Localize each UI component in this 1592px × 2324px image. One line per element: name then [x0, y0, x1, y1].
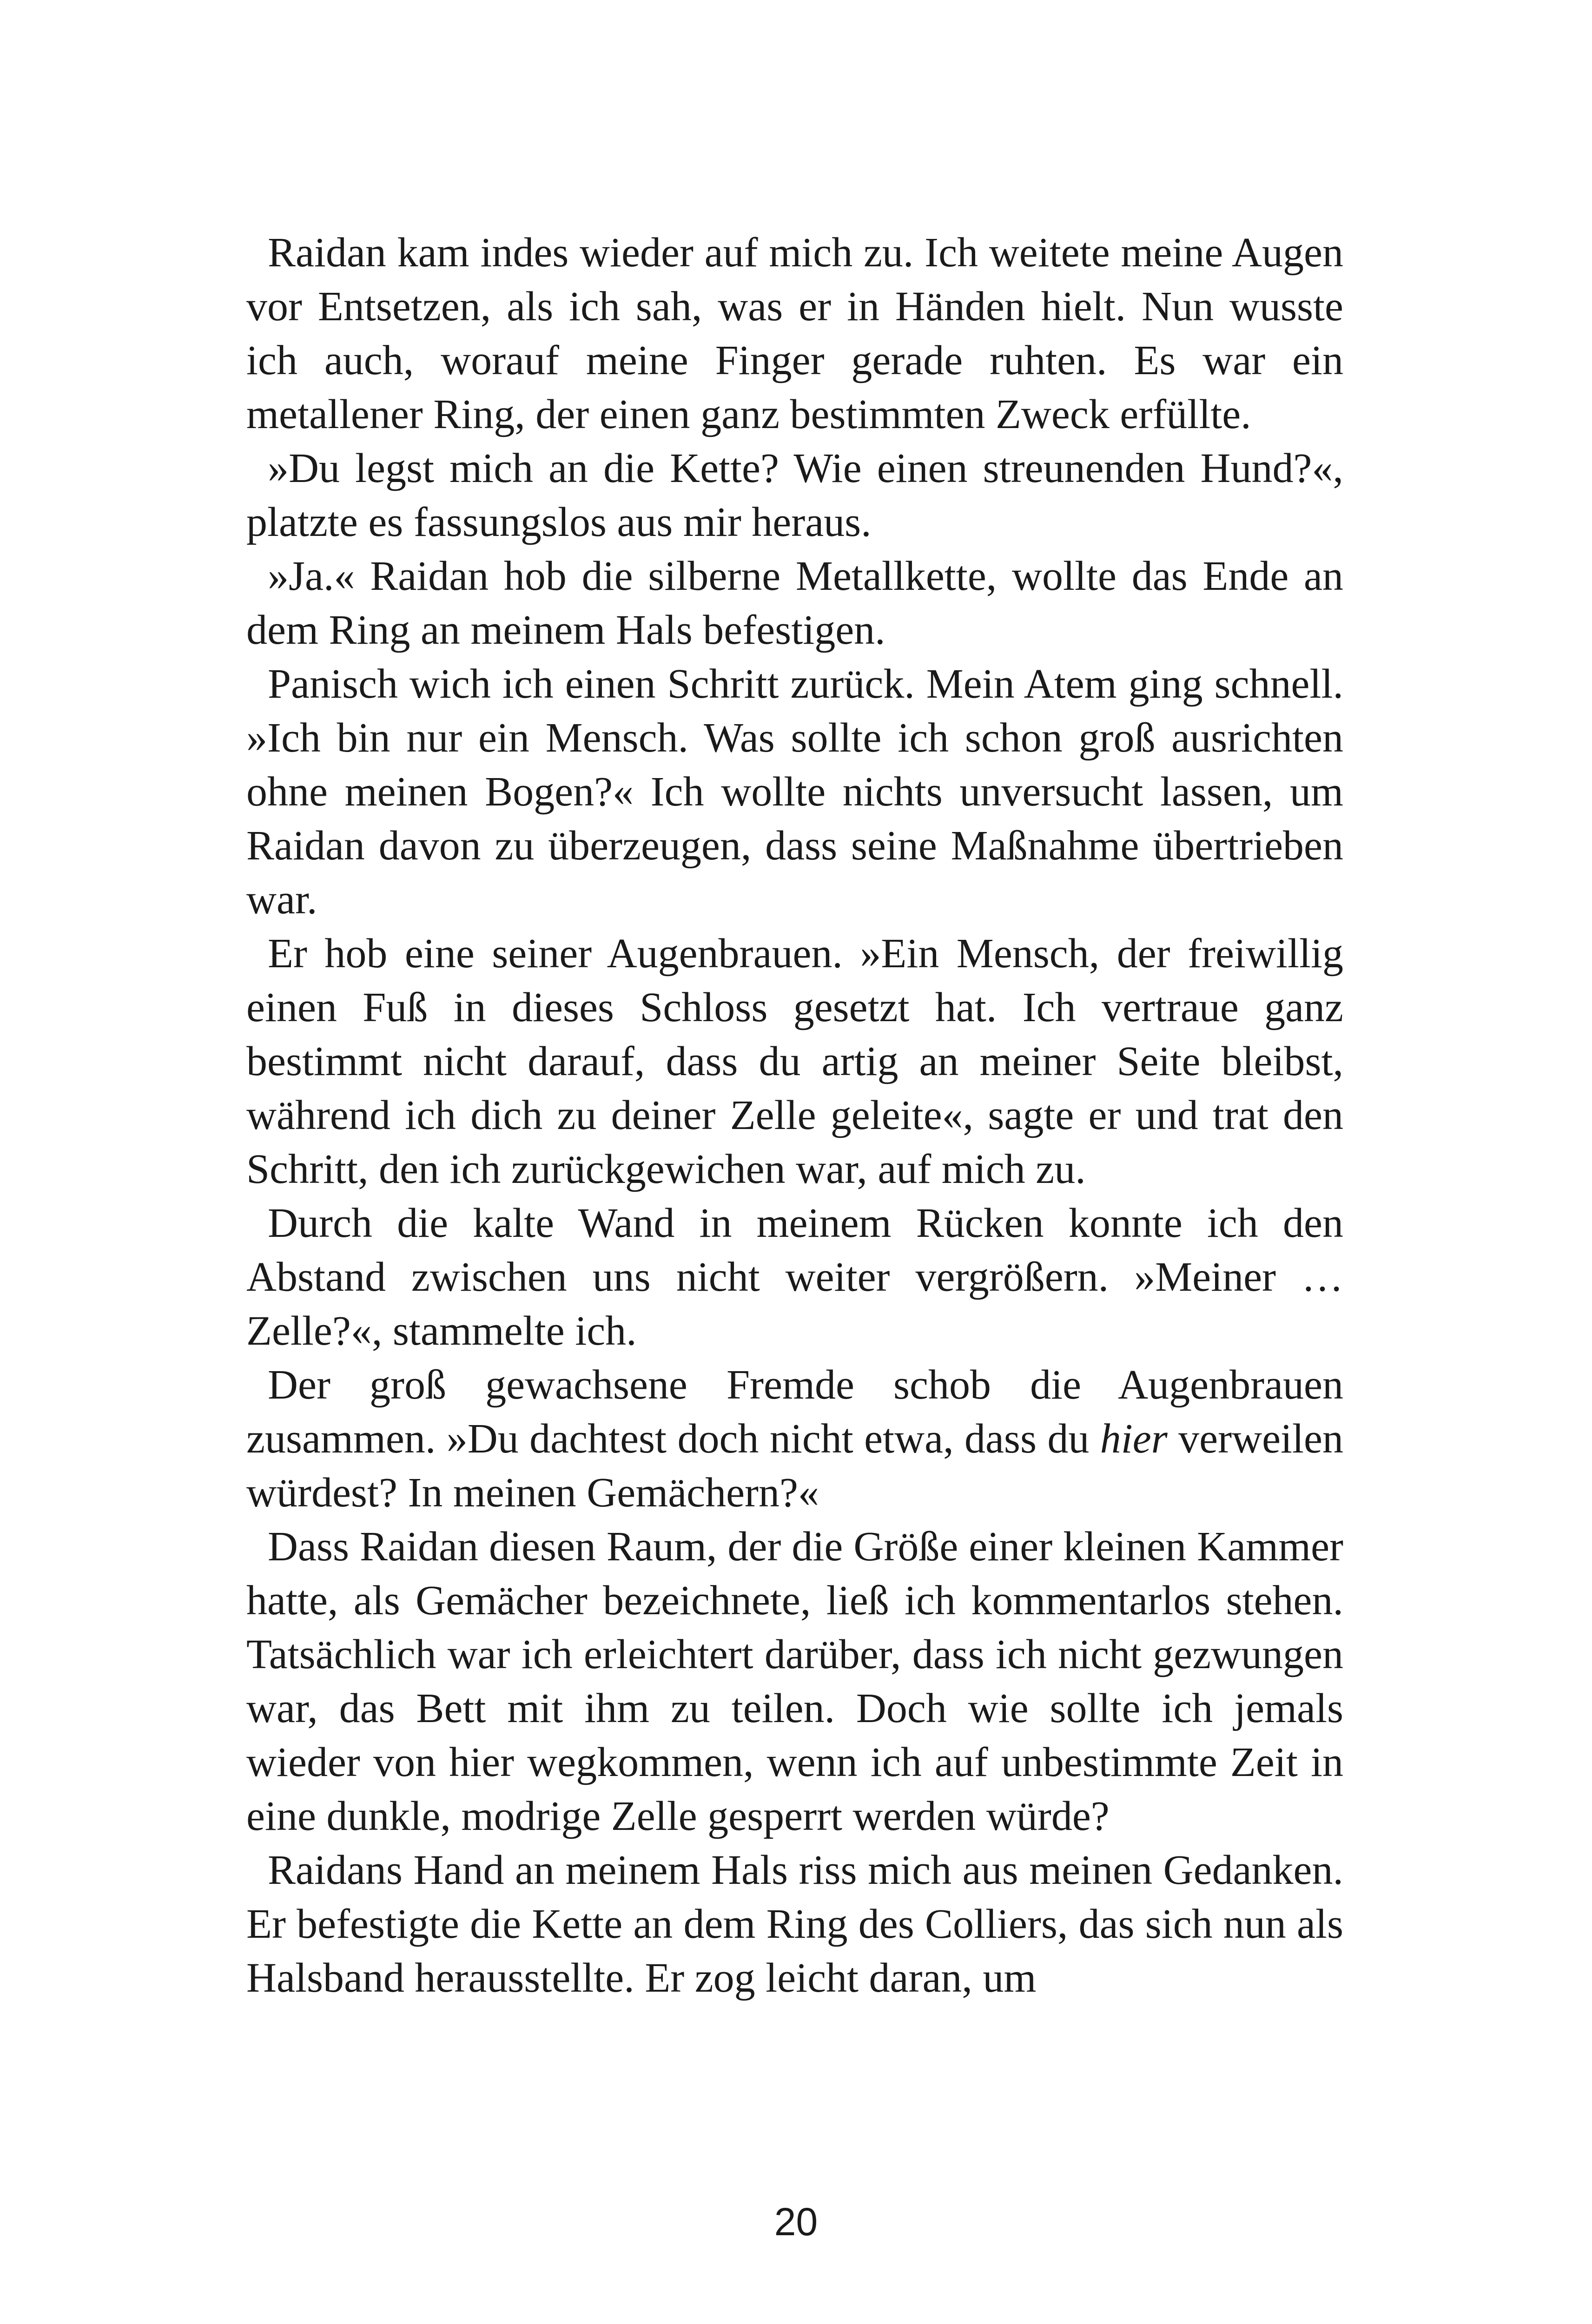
paragraph-5: Er hob eine seiner Augenbrauen. »Ein Mensch, der freiwillig einen Fuß in dieses Schloss gesetzt hat. Ich vertraue ganz bestimmt nicht darauf, dass du artig an meiner Seite bleibst, während ich dich zu deiner Zelle geleite«, sagte er und trat den Schritt, den ich zurückgewichen war, auf mich zu.: [246, 931, 1343, 1192]
paragraph-3: »Ja.« Raidan hob die silberne Metallkette, wollte das Ende an dem Ring an meinem Hals befestigen.: [246, 553, 1343, 653]
paragraph-7: [246, 1358, 1343, 1520]
body-text: [246, 226, 1343, 2005]
paragraph-8: Dass Raidan diesen Raum, der die Größe einer kleinen Kammer hatte, als Gemächer bezeichnete, ließ ich kommentarlos stehen. Tatsächlich war ich erleichtert darüber, dass ich nicht gezwungen war, das Bett mit ihm zu teilen. Doch wie sollte ich jemals wieder von hier wegkommen, wenn ich auf unbestimmte Zeit in eine dunkle, modrige Zelle gesperrt werden würde?: [246, 1524, 1343, 1839]
emphasis-word: hier: [1100, 1416, 1168, 1462]
paragraph-4: Panisch wich ich einen Schritt zurück. Mein Atem ging schnell. »Ich bin nur ein Mensch. Was sollte ich schon groß ausrichten ohne meinen Bogen?« Ich wollte nichts unversucht lassen, um Raidan davon zu überzeugen, dass seine Maßnahme übertrieben war.: [246, 661, 1343, 923]
paragraph-9: Raidans Hand an meinem Hals riss mich aus meinen Gedanken. Er befestigte die Kette an dem Ring des Colliers, das sich nun als Halsband herausstellte. Er zog leicht daran, um: [246, 1847, 1343, 2001]
paragraph-7-after: verweilen würdest? In meinen Gemächern?«: [246, 1416, 1343, 1516]
paragraph-1: Raidan kam indes wieder auf mich zu. Ich weitete meine Augen vor Entsetzen, als ich sah, was er in Händen hielt. Nun wusste ich auch, worauf meine Finger gerade ruhten. Es war ein metallener Ring, der einen ganz bestimmten Zweck erfüllte.: [246, 230, 1343, 437]
paragraph-6: Durch die kalte Wand in meinem Rücken konnte ich den Abstand zwischen uns nicht weiter vergrößern. »Meiner … Zelle?«, stammelte ich.: [246, 1200, 1343, 1354]
page-number: 20: [774, 2200, 818, 2244]
paragraph-7-before: Der groß gewachsene Fremde schob die Augenbrauen zusammen. »Du dachtest doch nicht etwa, dass du: [246, 1362, 1343, 1462]
paragraph-2: »Du legst mich an die Kette? Wie einen streunenden Hund?«, platzte es fassungslos aus mir heraus.: [246, 445, 1343, 545]
